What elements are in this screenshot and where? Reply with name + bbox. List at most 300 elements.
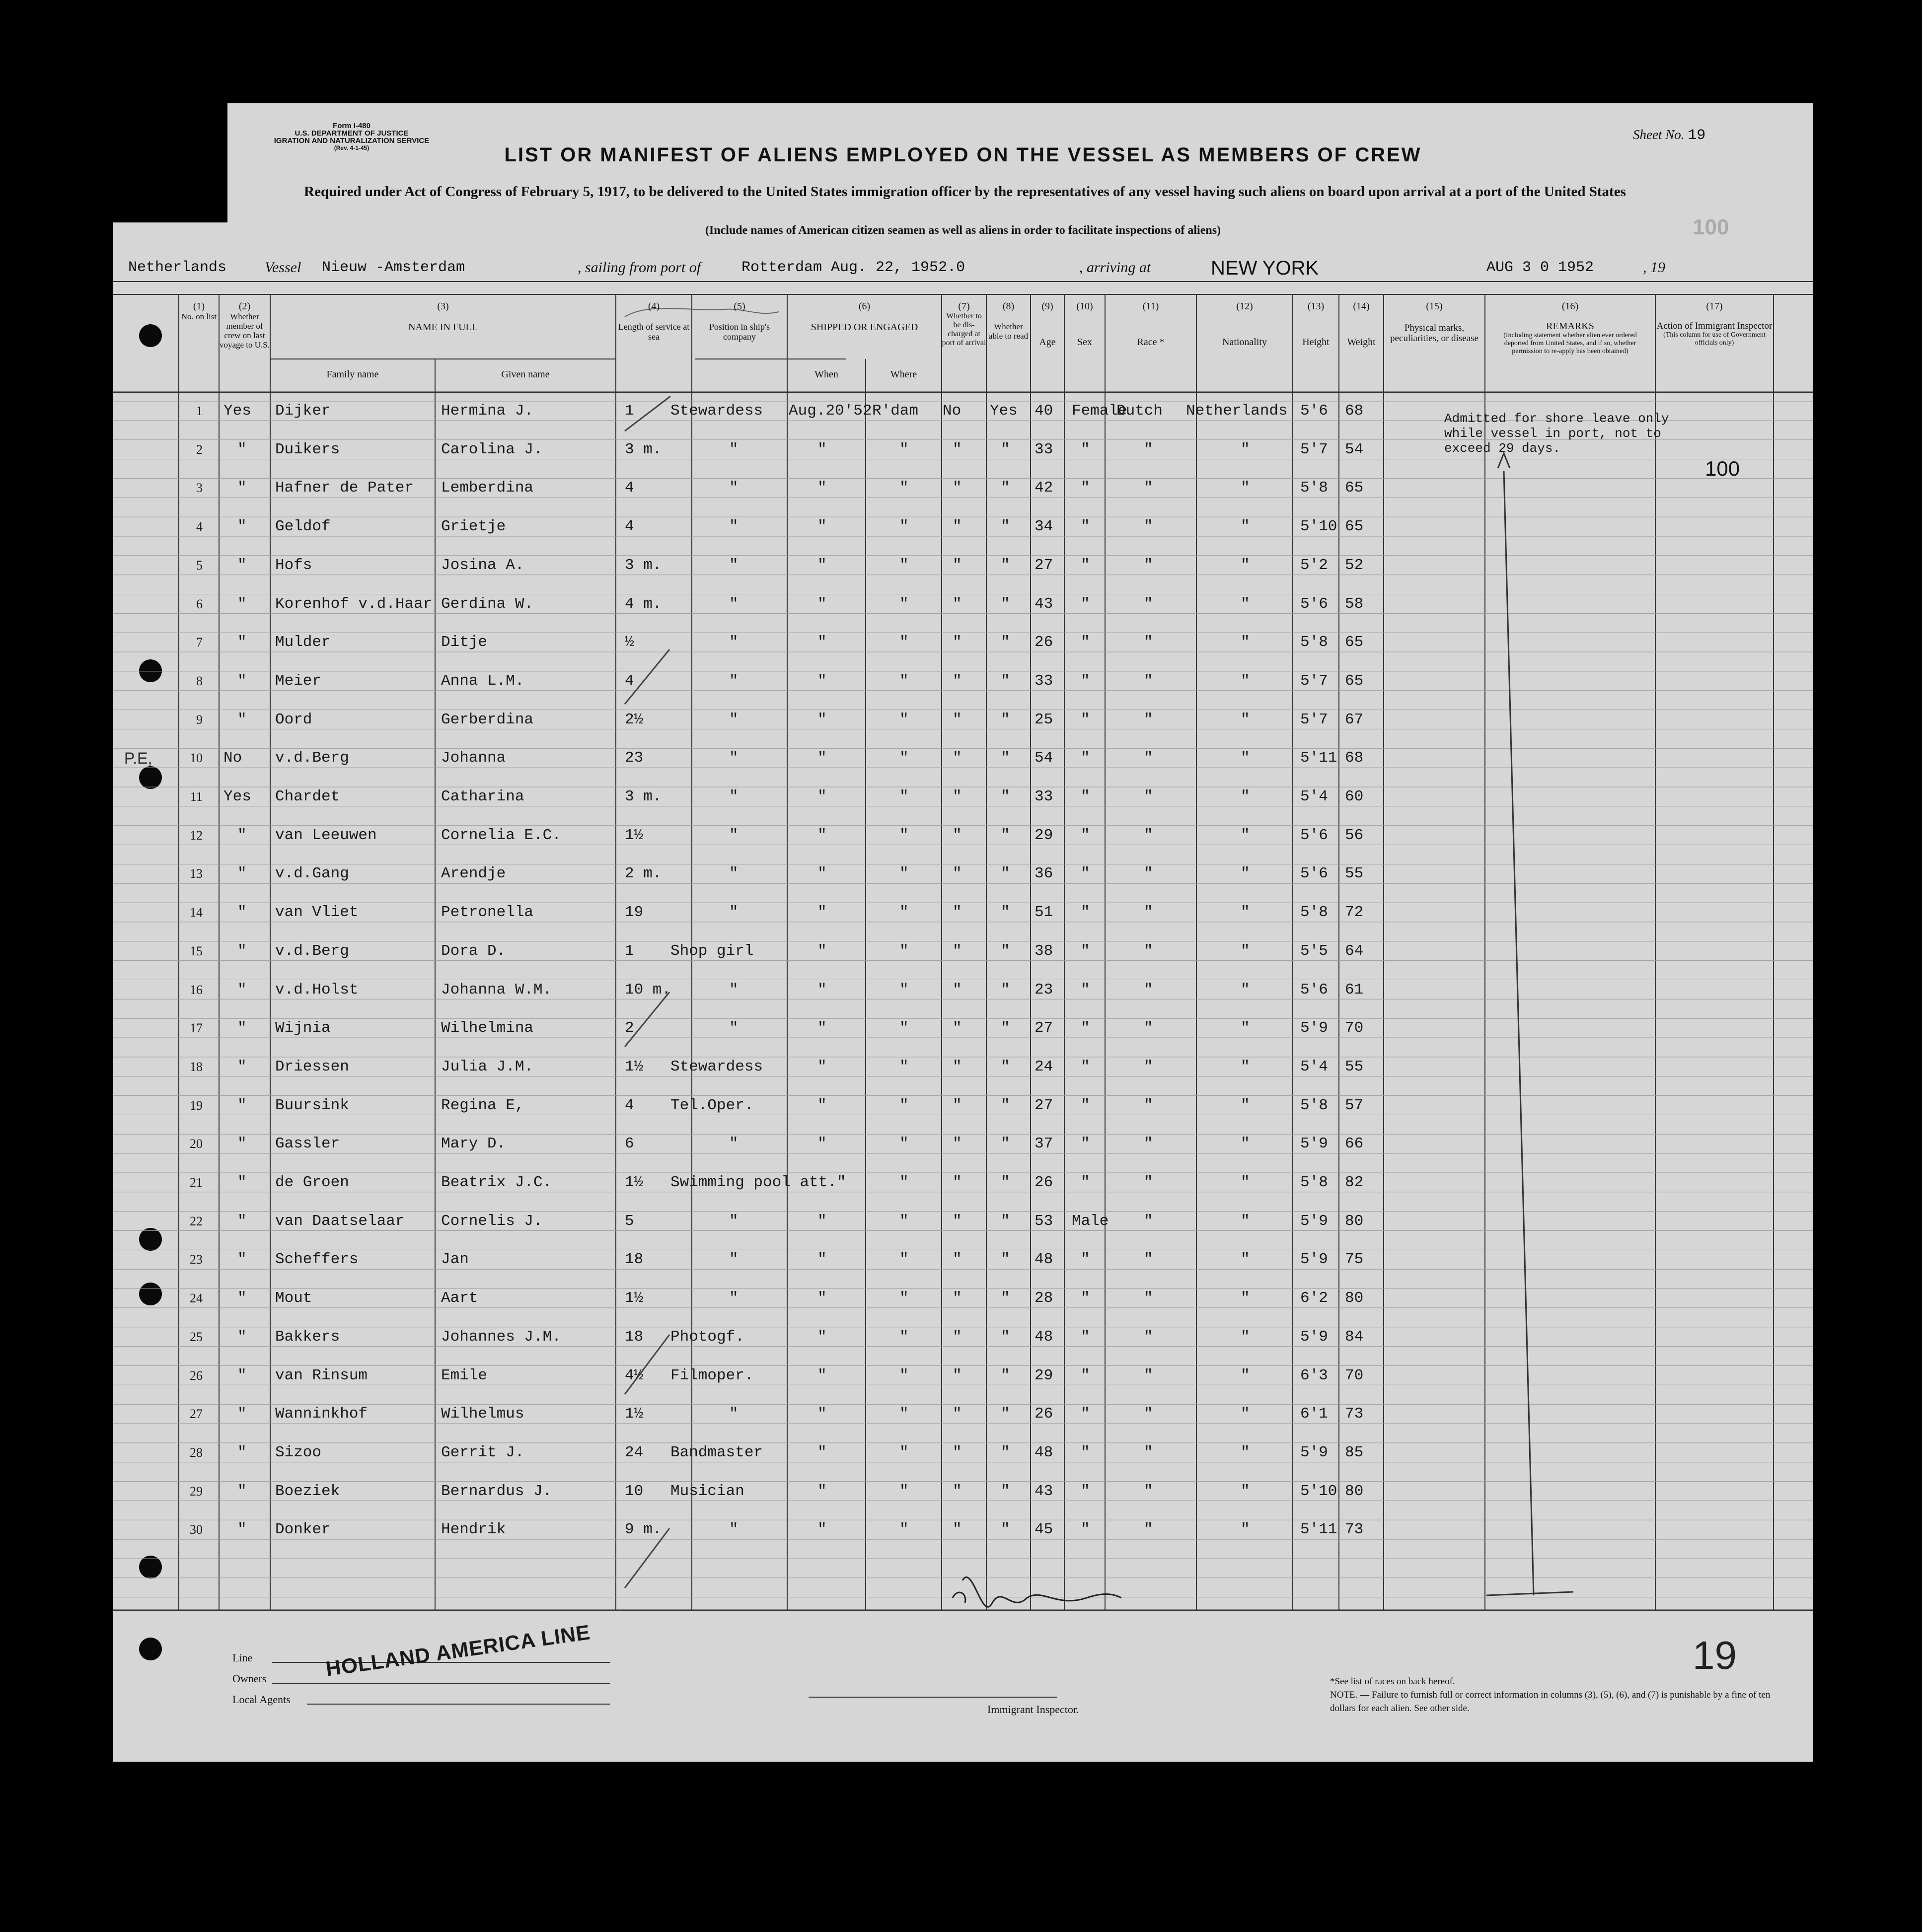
row-family-name: de Groen — [275, 1174, 349, 1191]
row-weight: 80 — [1345, 1212, 1364, 1230]
row-weight: 54 — [1345, 440, 1364, 458]
row-number: 17 — [190, 1021, 203, 1036]
row-position: Shop girl — [670, 942, 754, 960]
row-given-name: Cornelis J. — [441, 1212, 543, 1230]
row-where-shipped: " — [899, 1289, 909, 1307]
row-age: 43 — [1035, 1482, 1053, 1500]
row-race: " — [1144, 749, 1153, 767]
row-when-shipped: Aug.20'52 — [789, 402, 872, 420]
row-able-to-read: " — [1001, 1174, 1010, 1191]
row-family-name: Wijnia — [275, 1019, 331, 1037]
row-previous-voyage: " — [237, 1058, 247, 1075]
row-able-to-read: " — [1001, 634, 1010, 651]
form-dept: U.S. DEPARTMENT OF JUSTICE — [295, 129, 409, 138]
row-service-length: 18 — [625, 1328, 644, 1346]
row-able-to-read: " — [1001, 904, 1010, 922]
row-family-name: van Daatselaar — [275, 1212, 405, 1230]
row-given-name: Bernardus J. — [441, 1482, 552, 1500]
row-number: 19 — [190, 1098, 203, 1113]
row-position: " — [729, 711, 739, 728]
row-height: 5'9 — [1300, 1135, 1328, 1153]
row-family-name: Sizoo — [275, 1443, 322, 1461]
row-family-name: Duikers — [275, 440, 340, 458]
row-height: 5'7 — [1300, 711, 1328, 728]
row-sex: " — [1081, 942, 1090, 960]
row-given-name: Lemberdina — [441, 479, 534, 497]
row-family-name: Mulder — [275, 634, 331, 651]
row-where-shipped: " — [899, 1366, 909, 1384]
row-discharged: " — [953, 1443, 962, 1461]
row-able-to-read: Yes — [990, 402, 1018, 420]
row-sex: " — [1081, 1251, 1090, 1269]
row-race: " — [1144, 904, 1153, 922]
row-nationality: Netherlands — [1186, 402, 1288, 420]
row-position: Stewardess — [670, 402, 763, 420]
row-where-shipped: " — [899, 1251, 909, 1269]
row-sex: " — [1081, 1521, 1090, 1539]
col1-num: (1) — [193, 301, 205, 312]
row-sex: " — [1081, 672, 1090, 690]
row-sex: " — [1081, 1096, 1090, 1114]
row-height: 5'7 — [1300, 440, 1328, 458]
row-age: 48 — [1035, 1328, 1053, 1346]
row-position: Tel.Oper. — [670, 1096, 754, 1114]
row-weight: 56 — [1345, 826, 1364, 844]
row-family-name: Mout — [275, 1289, 312, 1307]
row-given-name: Jan — [441, 1251, 469, 1269]
row-service-length: ½ — [625, 634, 634, 651]
row-age: 29 — [1035, 1366, 1053, 1384]
row-when-shipped: " — [817, 1521, 827, 1539]
row-where-shipped: " — [899, 1096, 909, 1114]
col17-num: (17) — [1706, 301, 1723, 312]
row-race: " — [1144, 518, 1153, 536]
col14-num: (14) — [1353, 301, 1370, 312]
row-nationality: " — [1241, 1289, 1250, 1307]
where-header: Where — [890, 369, 917, 380]
row-able-to-read: " — [1001, 981, 1010, 999]
row-service-length: 1½ — [625, 1174, 644, 1191]
row-number: 1 — [196, 404, 203, 418]
row-position: " — [729, 1405, 739, 1423]
row-family-name: v.d.Gang — [275, 865, 349, 883]
row-weight: 66 — [1345, 1135, 1364, 1153]
row-nationality: " — [1241, 440, 1250, 458]
row-weight: 60 — [1345, 788, 1364, 805]
row-discharged: " — [953, 826, 962, 844]
row-race: " — [1144, 1019, 1153, 1037]
row-height: 5'10 — [1300, 518, 1337, 536]
row-where-shipped: " — [899, 1212, 909, 1230]
row-service-length: 4 — [625, 518, 634, 536]
row-race: " — [1144, 1289, 1153, 1307]
row-sex: " — [1081, 1174, 1090, 1191]
row-where-shipped: " — [899, 595, 909, 613]
row-number: 22 — [190, 1214, 203, 1228]
row-age: 27 — [1035, 1096, 1053, 1114]
given-name-header: Given name — [501, 369, 550, 380]
col17-label: Action of Immigrant Inspector — [1656, 321, 1773, 331]
row-discharged: " — [953, 904, 962, 922]
row-race: " — [1144, 865, 1153, 883]
row-family-name: Boeziek — [275, 1482, 340, 1500]
row-family-name: v.d.Berg — [275, 942, 349, 960]
footer-lines — [113, 103, 1813, 1762]
row-sex: " — [1081, 711, 1090, 728]
row-given-name: Josina A. — [441, 556, 524, 574]
row-able-to-read: " — [1001, 518, 1010, 536]
row-discharged: " — [953, 1058, 962, 1075]
row-race: " — [1144, 479, 1153, 497]
row-weight: 70 — [1345, 1019, 1364, 1037]
row-sex: " — [1081, 518, 1090, 536]
row-able-to-read: " — [1001, 749, 1010, 767]
row-number: 13 — [190, 866, 203, 881]
row-position: " — [729, 1251, 739, 1269]
row-where-shipped: " — [899, 904, 909, 922]
row-number: 20 — [190, 1137, 203, 1151]
row-able-to-read: " — [1001, 788, 1010, 805]
row-service-length: 6 — [625, 1135, 634, 1153]
row-age: 38 — [1035, 942, 1053, 960]
row-weight: 72 — [1345, 904, 1364, 922]
row-discharged: " — [953, 595, 962, 613]
row-race: " — [1144, 826, 1153, 844]
row-position: " — [729, 1289, 739, 1307]
row-service-length: 4 — [625, 672, 634, 690]
row-race: " — [1144, 1366, 1153, 1384]
row-position: Musician — [670, 1482, 744, 1500]
row-discharged: " — [953, 1289, 962, 1307]
row-given-name: Aart — [441, 1289, 478, 1307]
row-age: 29 — [1035, 826, 1053, 844]
col2-num: (2) — [238, 301, 251, 312]
row-number: 4 — [196, 519, 203, 534]
row-where-shipped: " — [899, 826, 909, 844]
row-sex: " — [1081, 749, 1090, 767]
row-height: 5'8 — [1300, 1174, 1328, 1191]
row-able-to-read: " — [1001, 479, 1010, 497]
row-race: " — [1144, 788, 1153, 805]
vessel-flag: Netherlands — [128, 259, 227, 276]
row-given-name: Cornelia E.C. — [441, 826, 561, 844]
row-number: 10 — [190, 751, 203, 766]
row-nationality: " — [1241, 1251, 1250, 1269]
row-race: " — [1144, 672, 1153, 690]
row-where-shipped: " — [899, 1135, 909, 1153]
row-nationality: " — [1241, 1405, 1250, 1423]
row-race: " — [1144, 1521, 1153, 1539]
row-age: 24 — [1035, 1058, 1053, 1075]
row-weight: 80 — [1345, 1289, 1364, 1307]
row-weight: 70 — [1345, 1366, 1364, 1384]
remarks-note: Admitted for shore leave only while vessel in port, not to exceed 29 days. — [1444, 411, 1669, 456]
row-family-name: v.d.Holst — [275, 981, 359, 999]
row-nationality: " — [1241, 595, 1250, 613]
col3-num: (3) — [437, 301, 449, 312]
row-nationality: " — [1241, 479, 1250, 497]
row-family-name: Driessen — [275, 1058, 349, 1075]
row-position: " — [729, 904, 739, 922]
row-weight: 52 — [1345, 556, 1364, 574]
family-name-header: Family name — [326, 369, 379, 380]
row-when-shipped: " — [817, 634, 827, 651]
row-previous-voyage: " — [237, 634, 247, 651]
row-race: " — [1144, 1328, 1153, 1346]
row-discharged: " — [953, 479, 962, 497]
row-age: 33 — [1035, 440, 1053, 458]
row-height: 5'4 — [1300, 1058, 1328, 1075]
row-age: 26 — [1035, 634, 1053, 651]
row-when-shipped: " — [817, 1366, 827, 1384]
row-weight: 82 — [1345, 1174, 1364, 1191]
inspector-label: Immigrant Inspector. — [987, 1703, 1079, 1716]
row-when-shipped: " — [817, 1212, 827, 1230]
col10-num: (10) — [1076, 301, 1093, 312]
col6-label: SHIPPED OR ENGAGED — [811, 322, 918, 333]
page-subtitle-note: (Include names of American citizen seamen as well as aliens in order to facilitate inspections of aliens) — [705, 224, 1221, 237]
row-weight: 58 — [1345, 595, 1364, 613]
row-previous-voyage: " — [237, 440, 247, 458]
row-position: " — [729, 981, 739, 999]
col12-label: Nationality — [1222, 337, 1267, 348]
col11-num: (11) — [1142, 301, 1159, 312]
row-nationality: " — [1241, 634, 1250, 651]
row-sex: " — [1081, 981, 1090, 999]
row-previous-voyage: " — [237, 672, 247, 690]
row-family-name: van Leeuwen — [275, 826, 377, 844]
row-discharged: " — [953, 1251, 962, 1269]
row-height: 5'9 — [1300, 1019, 1328, 1037]
row-able-to-read: " — [1001, 1058, 1010, 1075]
row-number: 18 — [190, 1059, 203, 1074]
row-sex: Male — [1072, 1212, 1109, 1230]
row-family-name: Buursink — [275, 1096, 349, 1114]
row-service-length: 2 — [625, 1019, 634, 1037]
row-service-length: 23 — [625, 749, 644, 767]
row-previous-voyage: " — [237, 1135, 247, 1153]
row-discharged: " — [953, 634, 962, 651]
row-weight: 68 — [1345, 402, 1364, 420]
row-sex: " — [1081, 1328, 1090, 1346]
row-where-shipped: " — [899, 1405, 909, 1423]
row-family-name: Geldof — [275, 518, 331, 536]
row-nationality: " — [1241, 826, 1250, 844]
row-previous-voyage: " — [237, 595, 247, 613]
row-service-length: 2 m. — [625, 865, 662, 883]
row-when-shipped: " — [817, 788, 827, 805]
row-number: 21 — [190, 1175, 203, 1190]
row-number: 11 — [190, 789, 203, 804]
row-able-to-read: " — [1001, 1096, 1010, 1114]
row-weight: 84 — [1345, 1328, 1364, 1346]
row-height: 6'3 — [1300, 1366, 1328, 1384]
row-age: 53 — [1035, 1212, 1053, 1230]
row-previous-voyage: " — [237, 556, 247, 574]
row-able-to-read: " — [1001, 1251, 1010, 1269]
row-service-length: 10 m. — [625, 981, 671, 999]
row-given-name: Ditje — [441, 634, 488, 651]
row-height: 5'11 — [1300, 749, 1337, 767]
row-weight: 75 — [1345, 1251, 1364, 1269]
col13-num: (13) — [1307, 301, 1325, 312]
row-when-shipped: " — [817, 1135, 827, 1153]
row-when-shipped: " — [817, 1328, 827, 1346]
row-age: 34 — [1035, 518, 1053, 536]
row-number: 25 — [190, 1329, 203, 1344]
row-weight: 85 — [1345, 1443, 1364, 1461]
row-service-length: 4 — [625, 1096, 634, 1114]
row-height: 5'6 — [1300, 595, 1328, 613]
row-position: Photogf. — [670, 1328, 744, 1346]
row-given-name: Dora D. — [441, 942, 506, 960]
row-able-to-read: " — [1001, 595, 1010, 613]
row-number: 8 — [196, 673, 203, 688]
row-race: " — [1144, 981, 1153, 999]
row-sex: " — [1081, 1482, 1090, 1500]
row-where-shipped: " — [899, 1019, 909, 1037]
row-where-shipped: " — [899, 1482, 909, 1500]
col9-label: Age — [1039, 337, 1056, 348]
row-when-shipped: " — [817, 672, 827, 690]
row-when-shipped: " — [817, 479, 827, 497]
row-race: " — [1144, 1405, 1153, 1423]
row-sex: " — [1081, 479, 1090, 497]
row-able-to-read: " — [1001, 672, 1010, 690]
row-race: " — [1144, 1482, 1153, 1500]
row-when-shipped: " — [817, 1058, 827, 1075]
row-sex: " — [1081, 1289, 1090, 1307]
col10-label: Sex — [1077, 337, 1092, 348]
row-previous-voyage: " — [237, 865, 247, 883]
row-previous-voyage: " — [237, 904, 247, 922]
row-where-shipped: " — [899, 1058, 909, 1075]
row-height: 5'6 — [1300, 826, 1328, 844]
row-where-shipped: " — [899, 865, 909, 883]
row-race: " — [1144, 1096, 1153, 1114]
row-service-length: 3 m. — [625, 788, 662, 805]
footer-notes — [1330, 1675, 1777, 1715]
row-race: " — [1144, 711, 1153, 728]
row-discharged: " — [953, 556, 962, 574]
row-height: 5'7 — [1300, 672, 1328, 690]
row-able-to-read: " — [1001, 826, 1010, 844]
row-weight: 73 — [1345, 1405, 1364, 1423]
row-given-name: Gerrit J. — [441, 1443, 524, 1461]
row-age: 43 — [1035, 595, 1053, 613]
row-number: 2 — [196, 442, 203, 457]
row-age: 54 — [1035, 749, 1053, 767]
row-position: " — [729, 865, 739, 883]
row-when-shipped: " — [817, 1096, 827, 1114]
row-number: 5 — [196, 558, 203, 572]
row-weight: 65 — [1345, 479, 1364, 497]
row-age: 48 — [1035, 1443, 1053, 1461]
col4-num: (4) — [648, 301, 660, 312]
col6-num: (6) — [858, 301, 871, 312]
row-discharged: " — [953, 1174, 962, 1191]
row-previous-voyage: " — [237, 1521, 247, 1539]
row-nationality: " — [1241, 556, 1250, 574]
page-subtitle: Required under Act of Congress of February 5, 1917, to be delivered to the United States immigration officer by the representatives of any vessel having such aliens on board upon arrival at a port of the United States — [304, 184, 1626, 200]
row-when-shipped: " — [817, 1405, 827, 1423]
row-able-to-read: " — [1001, 711, 1010, 728]
inspector-action-value: 100 — [1705, 457, 1740, 480]
row-position: " — [729, 1019, 739, 1037]
col15-label: Physical marks, peculiarities, or disease — [1390, 323, 1478, 344]
col3-label: NAME IN FULL — [408, 322, 478, 333]
row-discharged: No — [943, 402, 961, 420]
row-able-to-read: " — [1001, 1405, 1010, 1423]
row-race: " — [1144, 634, 1153, 651]
col13-label: Height — [1302, 337, 1330, 348]
sheet-value: 19 — [1688, 127, 1706, 144]
row-service-length: 9 m. — [625, 1521, 662, 1539]
row-when-shipped: " — [817, 556, 827, 574]
row-weight: 64 — [1345, 942, 1364, 960]
arrival-date: AUG 3 0 1952 — [1486, 259, 1594, 276]
row-able-to-read: " — [1001, 1328, 1010, 1346]
row-position: " — [729, 440, 739, 458]
row-nationality: " — [1241, 1058, 1250, 1075]
row-nationality: " — [1241, 1174, 1250, 1191]
row-position: " — [729, 518, 739, 536]
row-given-name: Wilhelmus — [441, 1405, 524, 1423]
row-age: 51 — [1035, 904, 1053, 922]
row-nationality: " — [1241, 1135, 1250, 1153]
row-position: " — [729, 1135, 739, 1153]
row-given-name: Emile — [441, 1366, 488, 1384]
row-when-shipped: " — [817, 865, 827, 883]
row-when-shipped: " — [817, 518, 827, 536]
form-rev: (Rev. 4-1-45) — [334, 144, 370, 151]
row-when-shipped: " — [817, 942, 827, 960]
row-number: 7 — [196, 635, 203, 650]
row-age: 37 — [1035, 1135, 1053, 1153]
row-age: 36 — [1035, 865, 1053, 883]
row-discharged: " — [953, 440, 962, 458]
row-previous-voyage: " — [237, 1443, 247, 1461]
row-discharged: " — [953, 1521, 962, 1539]
row-position: Stewardess — [670, 1058, 763, 1075]
row-nationality: " — [1241, 711, 1250, 728]
row-given-name: Gerberdina — [441, 711, 534, 728]
row-previous-voyage: " — [237, 1328, 247, 1346]
row-position: " — [729, 1521, 739, 1539]
row-age: 42 — [1035, 479, 1053, 497]
row-nationality: " — [1241, 1328, 1250, 1346]
row-height: 5'8 — [1300, 904, 1328, 922]
row-sex: " — [1081, 595, 1090, 613]
row-service-length: 4 m. — [625, 595, 662, 613]
row-height: 6'1 — [1300, 1405, 1328, 1423]
row-age: 27 — [1035, 556, 1053, 574]
row-race: " — [1144, 1174, 1153, 1191]
col16-sub: (Including statement whether alien ever ordered deported from United States, and if so, whether permission to re-apply has been obtained) — [1503, 332, 1637, 355]
row-number: 28 — [190, 1445, 203, 1460]
row-sex: " — [1081, 788, 1090, 805]
row-position: Bandmaster — [670, 1443, 763, 1461]
row-number: 24 — [190, 1291, 203, 1306]
row-when-shipped: " — [817, 1289, 827, 1307]
row-position: Filmoper. — [670, 1366, 754, 1384]
row-position: " — [729, 788, 739, 805]
row-given-name: Mary D. — [441, 1135, 506, 1153]
row-number: 12 — [190, 828, 203, 843]
col2-label: Whether member of crew on last voyage to U.S. — [219, 312, 270, 350]
row-where-shipped: " — [899, 1443, 909, 1461]
row-weight: 68 — [1345, 749, 1364, 767]
